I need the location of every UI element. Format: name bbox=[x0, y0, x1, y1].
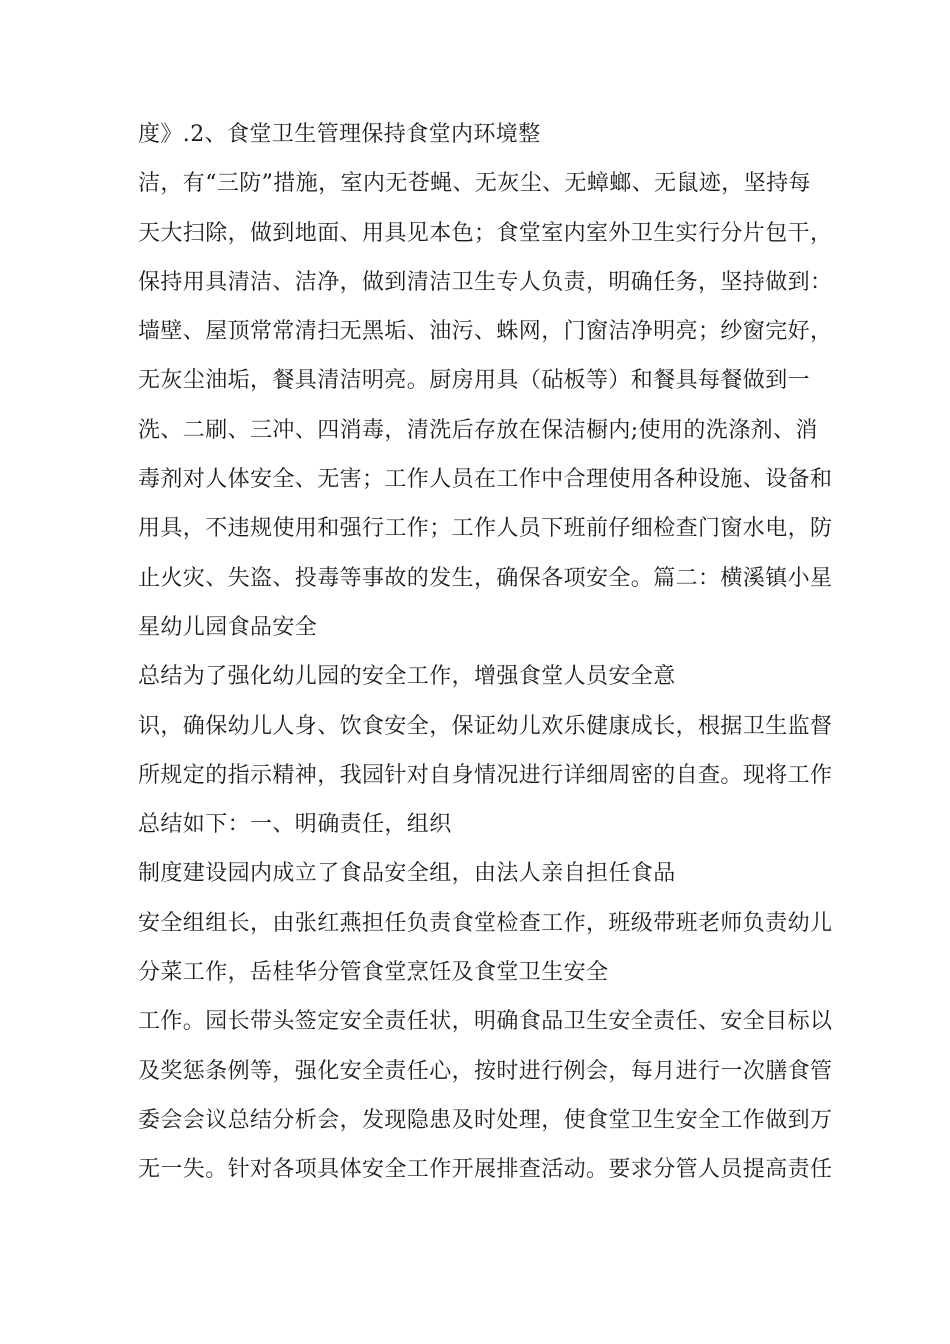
text-line: 洗、二刷、三冲、四消毒，清洗后存放在保洁橱内;使用的洗涤剂、消 bbox=[138, 417, 818, 443]
document-body bbox=[138, 110, 838, 1195]
text-line: 制度建设园内成立了食品安全组，由法人亲自担任食品 bbox=[138, 861, 676, 887]
text-line: 总结为了强化幼儿园的安全工作，增强食堂人员安全意 bbox=[138, 664, 676, 690]
text-line: 洁，有“三防”措施，室内无苍蝇、无灰尘、无蟑螂、无鼠迹，坚持每 bbox=[138, 171, 811, 197]
text-line: 止火灾、失盗、投毒等事故的发生，确保各项安全。篇二：横溪镇小星 bbox=[138, 565, 833, 591]
text-line: 无一失。针对各项具体安全工作开展排查活动。要求分管人员提高责任 bbox=[138, 1157, 833, 1183]
text-line: 安全组组长，由张红燕担任负责食堂检查工作，班级带班老师负责幼儿 bbox=[138, 910, 833, 936]
text-line: 所规定的指示精神，我园针对自身情况进行详细周密的自查。现将工作 bbox=[138, 762, 833, 788]
text-line: 无灰尘油垢，餐具清洁明亮。厨房用具（砧板等）和餐具每餐做到一 bbox=[138, 368, 811, 394]
text-line: 天大扫除，做到地面、用具见本色；食堂室内室外卫生实行分片包干， bbox=[138, 220, 833, 246]
text-line: 工作。园长带头签定安全责任状，明确食品卫生安全责任、安全目标以 bbox=[138, 1009, 833, 1035]
text-line: 保持用具清洁、洁净，做到清洁卫生专人负责，明确任务，坚持做到： bbox=[138, 269, 833, 295]
text-line: 识，确保幼儿人身、饮食安全，保证幼儿欢乐健康成长，根据卫生监督 bbox=[138, 713, 833, 739]
text-line: 总结如下：一、明确责任，组织 bbox=[138, 812, 452, 838]
text-line: 星幼儿园食品安全 bbox=[138, 614, 318, 640]
text-line: 墙壁、屋顶常常清扫无黑垢、油污、蛛网，门窗洁净明亮；纱窗完好， bbox=[138, 319, 833, 345]
text-line: 毒剂对人体安全、无害；工作人员在工作中合理使用各种设施、设备和 bbox=[138, 467, 833, 493]
text-line: 用具，不违规使用和强行工作；工作人员下班前仔细检查门窗水电，防 bbox=[138, 516, 833, 542]
text-line: 委会会议总结分析会，发现隐患及时处理，使食堂卫生安全工作做到万 bbox=[138, 1107, 833, 1133]
text-line: 分菜工作，岳桂华分管食堂烹饪及食堂卫生安全 bbox=[138, 960, 609, 986]
text-line: 及奖惩条例等，强化安全责任心，按时进行例会，每月进行一次膳食管 bbox=[138, 1058, 833, 1084]
text-line: 度》.2、食堂卫生管理保持食堂内环境整 bbox=[138, 122, 541, 147]
